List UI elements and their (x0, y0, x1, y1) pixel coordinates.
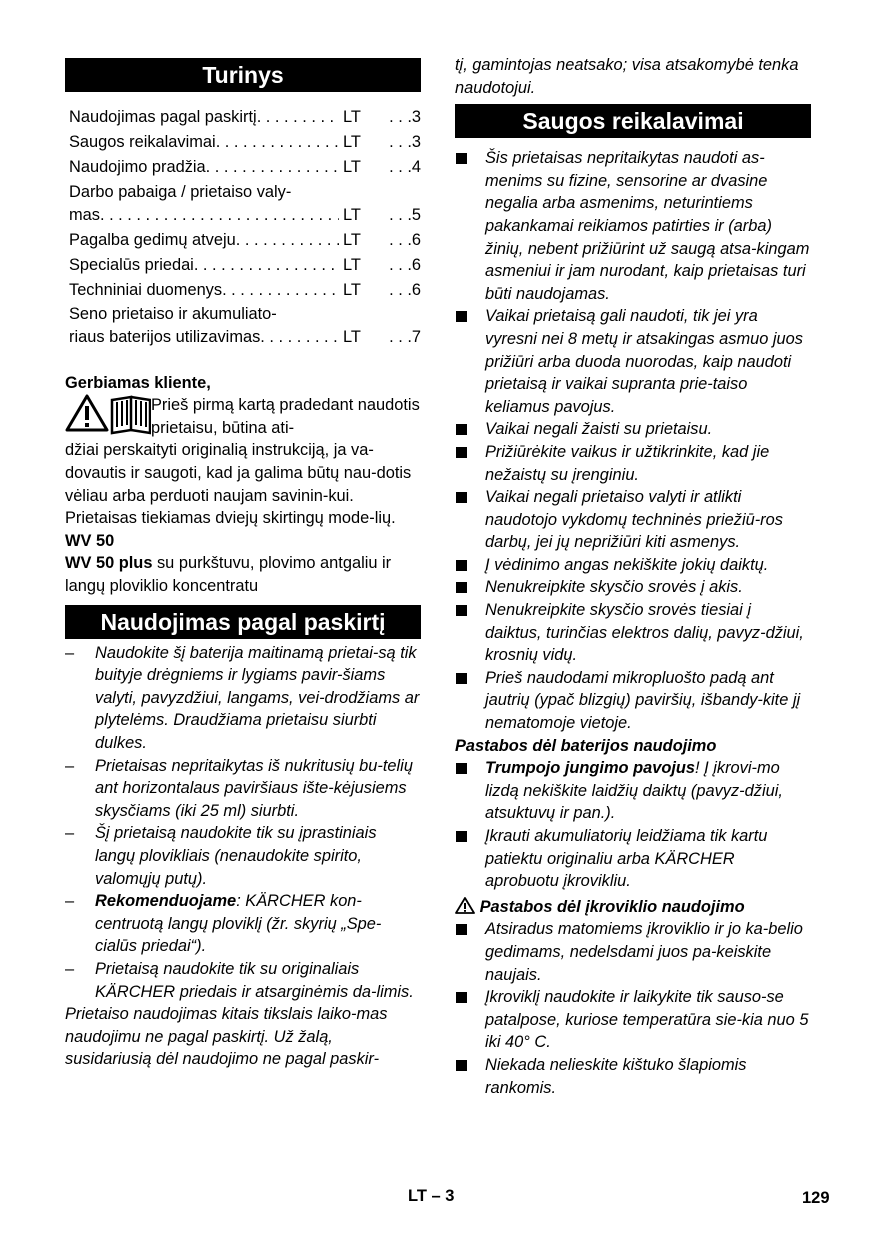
toc-entry-title: Naudojimas pagal paskirtį (69, 108, 257, 126)
list-item (455, 667, 811, 735)
toc-entry-lang: LT (343, 328, 361, 347)
safety-section (455, 147, 811, 1099)
model-wv50-plus-desc (65, 552, 421, 597)
list-item (455, 441, 811, 486)
toc-entry-title-line1: Darbo pabaiga / prietaiso valy- (69, 182, 292, 201)
usage-item-text: Šį prietaisą naudokite tik su įprastiniais langų plovikliais (nenaudokite spirito, valomųjų putų). (95, 824, 377, 888)
charger-subheading (455, 896, 811, 919)
toc-entry-lang: LT (343, 157, 361, 176)
toc-entry[interactable] (69, 279, 421, 302)
usage-item-text: : KÄRCHER kon-centruotą langų ploviklį (žr. skyrių „Spe-cialūs priedai“). (95, 892, 382, 956)
list-item (455, 147, 811, 305)
toc-entry-title-line2: riaus baterijos utilizavimas (69, 328, 261, 347)
safety-item-text: Šis prietaisas nepritaikytas naudoti as-menims su fizine, sensorine ar dvasine negalia arba asmenims, neturintiems pakankamai reikiamos patirties ir (arba) žinių, nebent prižiūrint už saugą atsa-kingam asmeniui ir jam nurodant, kaip prietaisas turi būti naudojamas. (485, 149, 810, 303)
toc-entry-title: Techniniai duomenys (69, 280, 223, 299)
toc-entry-page: . . .6 (389, 255, 421, 274)
usage-item-text: Prietaisą naudokite tik su originaliais KÄRCHER priedais ir atsarginėmis da-limis. (95, 959, 414, 1001)
list-item: – Prietaisas nepritaikytas iš nukritusių bu-telių ant horizontalaus paviršiaus ište-kėjusiems skysčiams (iki 25 ml) siurbti. (65, 756, 413, 820)
toc-entry[interactable] (69, 156, 421, 179)
toc-entry-title: Specialūs priedai (69, 255, 194, 274)
right-column (455, 54, 811, 1099)
usage-item-text: Prietaisas nepritaikytas iš nukritusių bu-telių ant horizontalaus paviršiaus ište-kėjusiems skysčiams (iki 25 ml) siurbti. (95, 756, 413, 820)
warning-manual-icon (65, 394, 151, 438)
safety-item-text: Nenukreipkite skysčio srovės tiesiai į daiktus, turinčias elektros dalių, pavyz-džiui, krosnių vidų. (485, 601, 804, 665)
table-of-contents (69, 106, 421, 349)
toc-entry-page: . . .3 (389, 132, 421, 151)
toc-entry[interactable] (69, 229, 421, 252)
toc-heading: Turinys (65, 58, 421, 92)
charger-item-text: Įkroviklį naudokite ir laikykite tik sauso-se patalpose, kuriose temperatūra sie-kia nuo 5 iki 40° C. (485, 988, 809, 1052)
usage-list (65, 642, 421, 1004)
usage-heading: Naudojimas pagal paskirtį (65, 605, 421, 639)
warning-block (65, 394, 421, 439)
charger-item-text: Niekada nelieskite kištuko šlapiomis rankomis. (485, 1055, 747, 1097)
list-item (455, 576, 811, 599)
safety-item-text: Į vėdinimo angas nekiškite jokių daiktų. (485, 555, 769, 574)
charger-list (455, 918, 811, 1099)
list-item: – Šį prietaisą naudokite tik su įprastiniais langų plovikliais (nenaudokite spirito, valomųjų putų). (65, 824, 377, 888)
safety-item-text: Nenukreipkite skysčio srovės į akis. (485, 578, 743, 597)
toc-entry-lang: LT (343, 132, 361, 151)
list-item (455, 486, 811, 554)
safety-item-text: Vaikai negali prietaiso valyti ir atlikti naudotojo vykdomų techninės priežiū-ros darbų, jei jų neprižiūri kiti asmenys. (485, 488, 783, 552)
toc-entry[interactable] (69, 131, 421, 154)
list-item (455, 554, 811, 577)
charger-item-text: Atsiradus matomiems įkroviklio ir jo ka-belio gedimams, nedelsdami juos pa-keiskite naujais. (485, 920, 803, 984)
list-item: – Naudokite šį baterija maitinamą prietai-są tik buityje drėgniems ir lygiams pavir-šiams valyti, pavyzdžiui, langams, vei-drodžiams ar plytelėms. Draudžiama prietaisu siurbti dulkes. (65, 643, 420, 752)
safety-item-text: Prižiūrėkite vaikus ir užtikrinkite, kad jie nežaistų su įrenginiu. (485, 442, 770, 484)
toc-entry-page: . . .5 (389, 205, 421, 224)
warning-text: Prieš pirmą kartą pradedant naudotis prietaisu, būtina ati- (151, 396, 420, 437)
models-text: Prietaisas tiekiamas dviejų skirtingų mode-lių. (65, 509, 396, 528)
list-item: – Prietaisą naudokite tik su originaliais KÄRCHER priedais ir atsarginėmis da-limis. (65, 959, 414, 1001)
model-wv50-plus: WV 50 plus (65, 554, 153, 573)
toc-entry-lang: LT (343, 230, 361, 249)
list-item (455, 986, 811, 1054)
safety-item-text: Vaikai prietaisą gali naudoti, tik jei yra vyresni nei 8 metų ir atsakingas asmuo juos prižiūri arba duoda nuorodas, kaip naudoti prietaisą ir vaikai supranta prie-taiso keliamus pavojus. (485, 307, 803, 416)
list-item (455, 599, 811, 667)
toc-entry-page: . . .7 (389, 328, 421, 347)
toc-entry-lang: LT (343, 205, 361, 224)
toc-entry-page: . . .6 (389, 280, 421, 299)
safety-item-text: Prieš naudodami mikropluošto padą ant jautrių (ypač blizgių) paviršių, išbandy-kite jį nematomoje vietoje. (485, 668, 801, 733)
safety-list (455, 147, 811, 734)
toc-entry-page: . . .6 (389, 230, 421, 249)
usage-footer-text: Prietaiso naudojimas kitais tikslais laiko-mas naudojimu ne pagal paskirtį. Už žalą, susidariusią dėl naudojimo ne pagal paskir- (65, 1005, 388, 1069)
left-column (65, 58, 421, 1071)
list-item (455, 757, 811, 825)
model-wv50-plus-text: su purkštuvu, plovimo antgaliu ir langų ploviklio koncentratu (65, 554, 392, 596)
footer-lang-page: LT – 3 (408, 1187, 455, 1205)
toc-entry-page: . . .3 (389, 108, 421, 126)
usage-continuation: tį, gamintojas neatsako; visa atsakomybė tenka naudotojui. (455, 56, 799, 97)
battery-item-text: ! Į įkrovi-mo lizdą nekiškite laidžių daiktų (pavyz-džiui, atsuktuvų ir pan.). (485, 759, 783, 823)
toc-entry[interactable] (69, 181, 421, 226)
list-item (455, 825, 811, 893)
toc-entry[interactable] (69, 303, 421, 348)
battery-list (455, 757, 811, 893)
toc-entry[interactable] (69, 106, 421, 129)
usage-item-bold: Rekomenduojame (95, 892, 237, 911)
greeting-heading: Gerbiamas kliente, (65, 373, 211, 392)
warning-triangle-icon (455, 897, 475, 914)
charger-subheading-text: Pastabos dėl įkroviklio naudojimo (479, 897, 745, 916)
model-wv50: WV 50 (65, 531, 115, 550)
battery-subheading: Pastabos dėl baterijos naudojimo (455, 736, 717, 755)
toc-entry[interactable] (69, 254, 421, 277)
toc-entry-title-line2: mas (69, 205, 100, 224)
footer-page-number: 129 (802, 1189, 830, 1207)
list-item (455, 918, 811, 986)
usage-section (65, 642, 421, 1071)
safety-item-text: Vaikai negali žaisti su prietaisu. (485, 420, 713, 439)
safety-heading: Saugos reikalavimai (455, 104, 811, 138)
toc-entry-title-line1: Seno prietaiso ir akumuliato- (69, 305, 277, 324)
toc-entry-title: Saugos reikalavimai (69, 132, 216, 151)
list-item (455, 305, 811, 418)
toc-entry-title: Pagalba gedimų atveju (69, 230, 236, 249)
toc-entry-lang: LT (343, 255, 361, 274)
usage-item-text: Naudokite šį baterija maitinamą prietai-są tik buityje drėgniems ir lygiams pavir-šiams valyti, pavyzdžiui, langams, vei-drodžiams ar plytelėms. Draudžiama prietaisu siurbti dulkes. (95, 643, 420, 752)
toc-entry-title: Naudojimo pradžia (69, 157, 206, 176)
toc-entry-lang: LT (343, 108, 361, 126)
toc-entry-lang: LT (343, 280, 361, 299)
battery-item-bold: Trumpojo jungimo pavojus (485, 759, 696, 778)
toc-entry-page: . . .4 (389, 157, 421, 176)
intro-section (65, 372, 421, 598)
list-item (455, 1054, 811, 1099)
warning-text-continued: džiai perskaityti originalią instrukciją, ja va-dovautis ir saugoti, kad ja galima būtų nau-dotis vėliau arba perduoti naujam savinin-kui. (65, 441, 412, 505)
list-item (455, 418, 811, 441)
battery-item-text: Įkrauti akumuliatorių leidžiama tik kartu patiektu originaliu arba KÄRCHER aprobuotu įkrovikliu. (485, 827, 768, 891)
list-item: – Rekomenduojame: KÄRCHER kon-centruotą langų ploviklį (žr. skyrių „Spe-cialūs priedai“). (65, 892, 382, 956)
